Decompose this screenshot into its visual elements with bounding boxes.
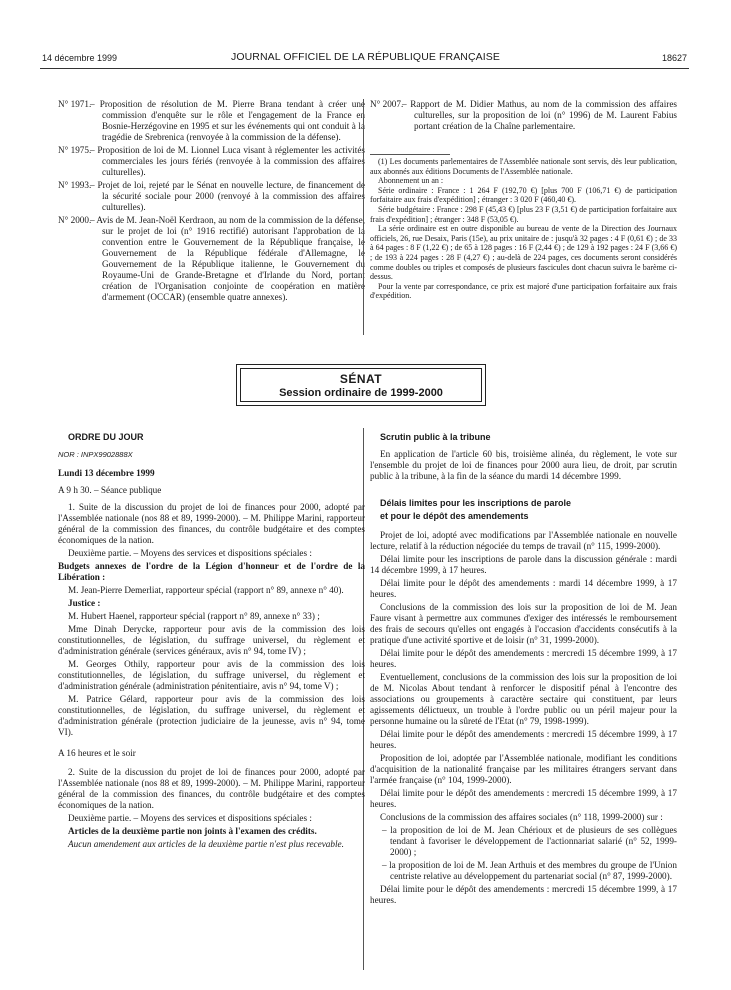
delais-paragraph: Délai limite pour les inscriptions de parole dans la discussion générale : mardi 14 décembre 1999, à 17 heures. <box>370 554 677 575</box>
session-day: Lundi 13 décembre 1999 <box>58 468 155 478</box>
deposit-item <box>58 180 365 213</box>
deposit-number: N° 1993. <box>58 180 92 190</box>
senat-title: SÉNAT <box>339 372 383 386</box>
footnote-paragraph: Série budgétaire : France : 298 F (45,43 €) [plus 23 F (3,51 €) de participation forfaitaire aux frais d'expédition] ; étranger : 348 F (53,05 €). <box>370 204 677 224</box>
deposit-item <box>58 215 365 303</box>
footnote <box>370 154 677 301</box>
header-rule <box>40 68 689 69</box>
agenda-paragraph: M. Georges Othily, rapporteur pour avis de la commission des lois constitutionnelles, de législation, du suffrage universel, du règlement et d'administration générale (administration pénitentiaire, avis n° 94, tome V) ; <box>58 659 365 691</box>
delais-bullet: – la proposition de loi de M. Jean Arthuis et des membres du groupe de l'Union centriste relative au développement du partenariat social (n° 87, 1999-2000). <box>382 860 677 881</box>
scrutin-heading: Scrutin public à la tribune <box>380 432 491 442</box>
footnote-paragraph: Série ordinaire : France : 1 264 F (192,70 €) [plus 700 F (106,71 €) de participation forfaitaire aux frais d'expédition] ; étranger : 3 020 F (460,40 €). <box>370 185 677 205</box>
articles-heading: Articles de la deuxième partie non joints à l'examen des crédits. <box>68 826 317 836</box>
agenda-paragraph: M. Jean-Pierre Demerliat, rapporteur spécial (rapport n° 89, annexe n° 40). <box>68 585 344 595</box>
delais-heading-line1: Délais limites pour les inscriptions de parole <box>380 498 572 508</box>
delais-paragraph: Délai limite pour le dépôt des amendements : mercredi 15 décembre 1999, à 17 heures. <box>370 648 677 669</box>
deposit-number: N° 2007. <box>370 99 404 109</box>
deposit-text: – Proposition de résolution de M. Pierre Brana tendant à créer une commission d'enquête sur le rôle et l'engagement de la France en Bosnie-Herzégovine en 1995 et sur les événements qui ont conduit à la tragédie de Srebrenica (renvoyée à la commission de la défense). <box>90 99 365 142</box>
agenda-paragraph: 1. Suite de la discussion du projet de loi de finances pour 2000, adopté par l'Assemblée nationale (nos 88 et 89, 1999-2000). – M. Philippe Marini, rapporteur général de la commission des finances, du contrôle budgétaire et des comptes économiques de la nation. <box>58 502 365 545</box>
budget-annex-heading: Budgets annexes de l'ordre de la Légion d'honneur et de l'ordre de la Libération : <box>58 561 365 582</box>
footnote-rule <box>370 154 450 155</box>
delais-paragraph: Proposition de loi, adoptée par l'Assemblée nationale, modifiant les conditions d'acquisition de la nationalité française par les militaires étrangers servant dans l'armée française (n° 104, 1999-2000). <box>370 753 677 785</box>
delais-paragraph: Eventuellement, conclusions de la commission des lois sur la proposition de loi de M. Nicolas About tendant à renforcer le dispositif pénal à l'encontre des associations ou groupements à caractère sectaire qui constituent, par leurs agissements délictueux, un trouble à l'ordre public ou un péril majeur pour la personne humaine ou la sûreté de l'Etat (n° 79, 1998-1999). <box>370 672 677 726</box>
senat-banner-inner <box>240 368 482 402</box>
deposit-text: – Projet de loi, rejeté par le Sénat en nouvelle lecture, de financement de la sécurité sociale pour 2000 (renvoyé à la commission des affaires culturelles). <box>90 180 365 212</box>
deposit-number: N° 2000. <box>58 215 92 225</box>
session-time-morning: A 9 h 30. – Séance publique <box>58 485 162 495</box>
articles-note: Aucun amendement aux articles de la deuxième partie n'est plus recevable. <box>68 839 344 849</box>
delais-paragraph: Délai limite pour le dépôt des amendements : mercredi 15 décembre 1999, à 17 heures. <box>370 884 677 905</box>
footnote-paragraph: Abonnement un an : <box>378 176 444 186</box>
page-header <box>0 0 731 70</box>
deposit-list-right <box>370 99 677 134</box>
agenda-paragraph: Deuxième partie. – Moyens des services et dispositions spéciales : <box>68 548 312 558</box>
deposit-list-left <box>58 99 365 305</box>
delais-paragraph: Délai limite pour le dépôt des amendements : mardi 14 décembre 1999, à 17 heures. <box>370 578 677 599</box>
header-date: 14 décembre 1999 <box>42 53 118 63</box>
ordre-du-jour <box>58 432 365 852</box>
ordre-du-jour-heading: ORDRE DU JOUR <box>68 432 144 442</box>
header-page-number: 18627 <box>661 53 687 63</box>
session-time-afternoon: A 16 heures et le soir <box>58 748 136 758</box>
agenda-paragraph: M. Patrice Gélard, rapporteur pour avis de la commission des lois constitutionnelles, de législation, du suffrage universel, du règlement et d'administration générale (protection judiciaire de la jeunesse, avis n° 94, tome VI). <box>58 694 365 737</box>
header-journal-title: JOURNAL OFFICIEL DE LA RÉPUBLIQUE FRANÇAISE <box>231 51 500 63</box>
footnote-paragraph: La série ordinaire est en outre disponible au bureau de vente de la Direction des Journaux officiels, 26, rue Desaix, Paris (15e), au prix unitaire de : jusqu'à 32 pages : 4 F (0,61 €) ; de 33 à 64 pages : 8 F (1,22 €) ; de 65 à 128 pages : 16 F (2,44 €) ; de 129 à 192 pages : 24 F (3,66 €) ; de 193 à 224 pages : 28 F (4,27 €) ; au-delà de 224 pages, ces documents seront considérés comme doubles ou triples et composés de plusieurs fascicules dont chacun suivra le barème ci-dessus. <box>370 224 677 282</box>
scrutin-paragraph: En application de l'article 60 bis, troisième alinéa, du règlement, le vote sur l'ensemble du projet de loi de finances pour 2000 aura lieu, de droit, par scrutin public à la tribune, à la fin de la séance du mardi 14 décembre 1999. <box>370 449 677 481</box>
column-divider-top <box>363 99 364 335</box>
deposit-number: N° 1971. <box>58 99 92 109</box>
delais-paragraph: Délai limite pour le dépôt des amendements : mercredi 15 décembre 1999, à 17 heures. <box>370 729 677 750</box>
nor-reference: NOR : INPX9902888X <box>58 450 133 459</box>
agenda-paragraph: M. Hubert Haenel, rapporteur spécial (rapport n° 89, annexe n° 33) ; <box>68 611 320 621</box>
justice-heading: Justice : <box>68 598 101 608</box>
deposit-item <box>58 99 365 143</box>
delais-heading-line2: et pour le dépôt des amendements <box>380 511 529 521</box>
deposit-text: – Avis de M. Jean-Noël Kerdraon, au nom de la commission de la défense, sur le projet de loi (n° 1916 rectifié) autorisant l'approbation de la convention entre le Gouvernement de la République française, le Gouvernement de la République fédérale d'Allemagne, le Gouvernement de la République italienne, le Gouvernement du Royaume-Uni de Grande-Bretagne et d'Irlande du Nord, portant création de l'Organisation conjointe de coopération en matière d'armement (OCCAR) (ensemble quatre annexes). <box>90 215 365 302</box>
footnote-paragraph: Pour la vente par correspondance, ce prix est majoré d'une participation forfaitaire aux frais d'expédition. <box>370 281 677 301</box>
delais-paragraph: Projet de loi, adopté avec modifications par l'Assemblée nationale en nouvelle lecture, relatif à la réduction négociée du temps de travail (n° 115, 1999-2000). <box>370 530 677 551</box>
deposit-item <box>370 99 677 132</box>
delais-paragraph: Conclusions de la commission des lois sur la proposition de loi de M. Jean Faure visant à permettre aux communes d'exiger des intéressés le remboursement des frais de secours qu'elles ont engagés à l'occasion d'accidents consécutifs à la pratique d'une activité sportive et de loisir (n° 31, 1999-2000). <box>370 602 677 645</box>
agenda-paragraph: Deuxième partie. – Moyens des services et dispositions spéciales : <box>68 813 312 823</box>
delais-paragraph: Conclusions de la commission des affaires sociales (n° 118, 1999-2000) sur : <box>380 812 663 822</box>
delais-paragraph: Délai limite pour le dépôt des amendements : mercredi 15 décembre 1999, à 17 heures. <box>370 788 677 809</box>
agenda-paragraph: 2. Suite de la discussion du projet de loi de finances pour 2000, adopté par l'Assemblée nationale (nos 88 et 89, 1999-2000). – M. Philippe Marini, rapporteur général de la commission des finances, du contrôle budgétaire et des comptes économiques de la nation. <box>58 767 365 810</box>
footnote-paragraph: (1) Les documents parlementaires de l'Assemblée nationale sont servis, dès leur publication, aux abonnés aux éditions Documents de l'Assemblée nationale. <box>370 157 677 176</box>
senat-banner <box>236 364 486 406</box>
scrutin-and-delais <box>370 432 677 908</box>
senat-session: Session ordinaire de 1999-2000 <box>279 387 443 399</box>
deposit-text: – Rapport de M. Didier Mathus, au nom de la commission des affaires culturelles, sur la proposition de loi (n° 1996) de M. Laurent Fabius portant création de la Chaîne parlementaire. <box>402 99 677 131</box>
deposit-text: – Proposition de loi de M. Lionnel Luca visant à réglementer les activités commerciales les jours fériés (renvoyée à la commission des affaires culturelles). <box>90 145 365 177</box>
deposit-number: N° 1975. <box>58 145 92 155</box>
delais-bullet: – la proposition de loi de M. Jean Chérioux et de plusieurs de ses collègues tendant à favoriser le développement de l'actionnariat salarié (n° 52, 1999-2000) ; <box>382 825 677 857</box>
deposit-item <box>58 145 365 178</box>
agenda-paragraph: Mme Dinah Derycke, rapporteur pour avis de la commission des lois constitutionnelles, de législation, du suffrage universel, du règlement et d'administration générale (services généraux, avis n° 94, tome IV) ; <box>58 624 365 656</box>
